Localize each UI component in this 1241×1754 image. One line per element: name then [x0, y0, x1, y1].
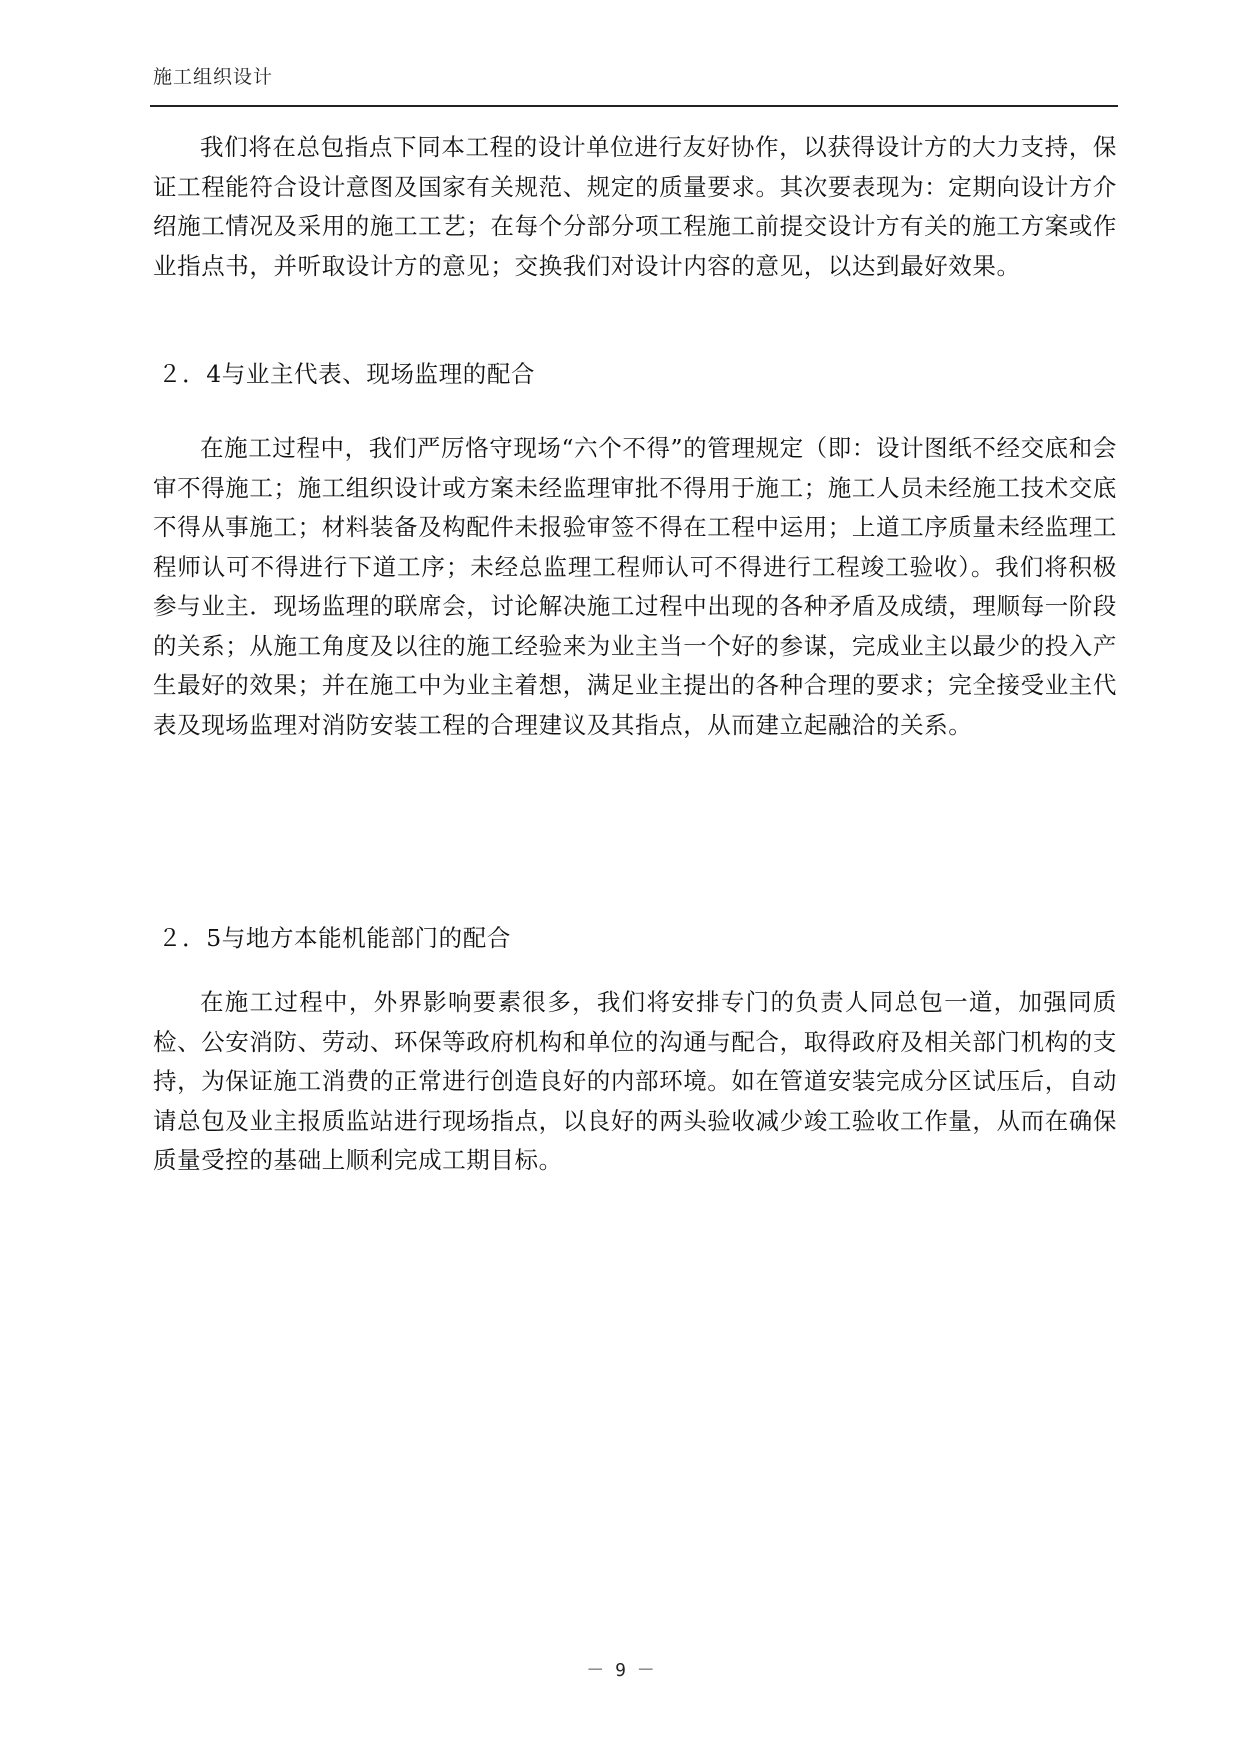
paragraph-local-departments: 在施工过程中，外界影响要素很多，我们将安排专门的负责人同总包一道，加强同质检、公安消防、劳动、环保等政府机构和单位的沟通与配合，取得政府及相关部门机构的支持，为保证施工消费的正常进行创造良好的内部环境。如在管道安装完成分区试压后，自动请总包及业主报质监站进行现场指点，以良好的两头验收减少竣工验收工作量，从而在确保质量受控的基础上顺利完成工期目标。 — [153, 988, 1117, 1174]
paragraph-design-cooperation: 我们将在总包指点下同本工程的设计单位进行友好协作，以获得设计方的大力支持，保证工程能符合设计意图及国家有关规范、规定的质量要求。其次要表现为：定期向设计方介绍施工情况及采用的施工工艺；在每个分部分项工程施工前提交设计方有关的施工方案或作业指点书，并听取设计方的意见；交换我们对设计内容的意见，以达到最好效果。 — [153, 133, 1117, 280]
paragraph-owner-supervision: 在施工过程中，我们严厉恪守现场“六个不得”的管理规定（即：设计图纸不经交底和会审不得施工；施工组织设计或方案未经监理审批不得用于施工；施工人员未经施工技术交底不得从事施工；材料装备及构配件未报验审签不得在工程中运用；上道工序质量未经监理工程师认可不得进行下道工序；未经总监理工程师认可不得进行工程竣工验收）。我们将积极参与业主．现场监理的联席会，讨论解决施工过程中出现的各种矛盾及成绩，理顺每一阶段的关系；从施工角度及以往的施工经验来为业主当一个好的参谋，完成业主以最少的投入产生最好的效果；并在施工中为业主着想，满足业主提出的各种合理的要求；完全接受业主代表及现场监理对消防安装工程的合理建议及其指点，从而建立起融洽的关系。 — [153, 434, 1117, 739]
section-heading-2-4: ２．4与业主代表、现场监理的配合 — [158, 360, 536, 388]
section-heading-2-5: ２．5与地方本能机能部门的配合 — [158, 924, 511, 952]
page-number: － 9 － — [586, 1660, 655, 1681]
header-title: 施工组织设计 — [153, 66, 274, 88]
header-divider — [150, 105, 1118, 107]
